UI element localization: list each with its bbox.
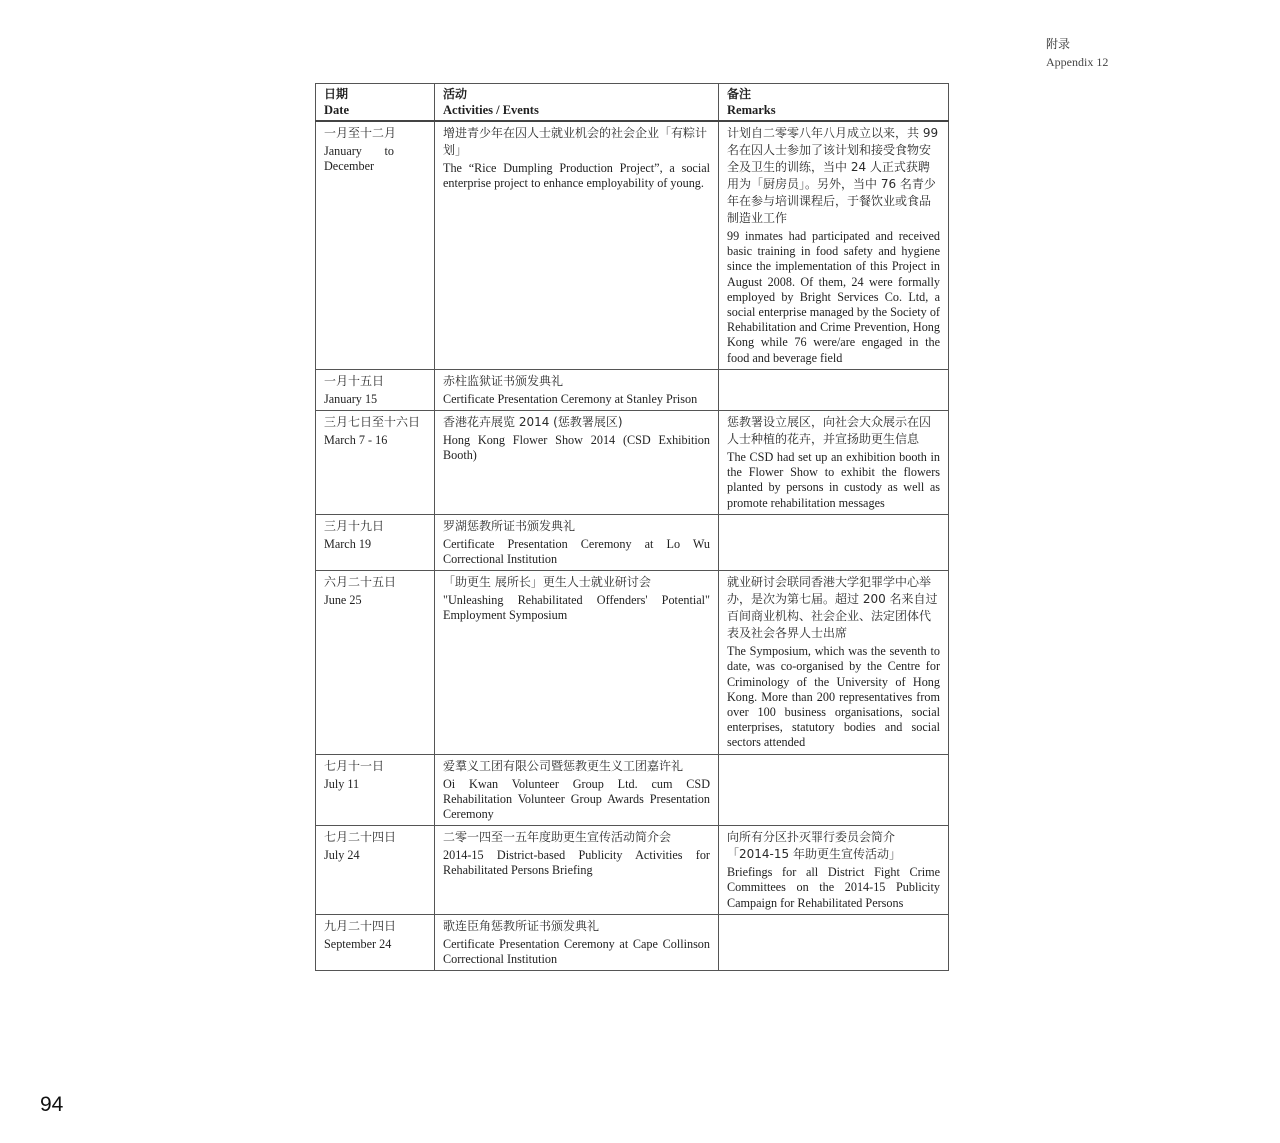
event-cell xyxy=(435,369,719,410)
header-remarks-zh: 备注 xyxy=(727,87,752,101)
table-row xyxy=(316,369,949,410)
date-zh: 一月十五日 xyxy=(324,373,385,388)
date-zh: 六月二十五日 xyxy=(324,575,397,590)
table-row xyxy=(316,411,949,515)
remarks-en: The CSD had set up an exhibition booth in the Flower Show to exhibit the flowers planted by persons in custody as well as promote rehabilitation messages xyxy=(727,450,940,510)
remarks-zh: 惩教署设立展区，向社会大众展示在囚人士种植的花卉，并宣扬助更生信息 xyxy=(727,415,932,447)
remarks-zh: 向所有分区扑灭罪行委员会简介「2014-15 年助更生宣传活动」 xyxy=(727,830,901,862)
running-head-en: Appendix 12 xyxy=(1046,55,1109,69)
event-zh: 爱羣义工团有限公司暨惩教更生义工团嘉许礼 xyxy=(443,758,684,773)
table-row xyxy=(316,514,949,570)
remarks-cell xyxy=(719,411,949,515)
header-date-zh: 日期 xyxy=(324,87,349,101)
date-zh: 一月至十二月 xyxy=(324,126,397,140)
remarks-cell xyxy=(719,754,949,826)
header-date xyxy=(316,84,435,122)
date-cell xyxy=(316,411,435,515)
remarks-en: Briefings for all District Fight Crime Committees on the 2014-15 Publicity Campaign for Rehabilitated Persons xyxy=(727,865,940,910)
date-en: January 15 xyxy=(324,391,378,406)
event-cell xyxy=(435,121,719,369)
remarks-zh: 就业研讨会联同香港大学犯罪学中心举办，是次为第七届。超过 200 名来自过百间商业机构、社会企业、法定团体代表及社会各界人士出席 xyxy=(727,575,938,641)
date-en: March 7 - 16 xyxy=(324,433,388,448)
remarks-zh: 计划自二零零八年八月成立以来，共 99 名在囚人士参加了该计划和接受食物安全及卫生的训练，当中 24 人正式获聘用为「厨房员」。另外，当中 76 名青少年在参与培训课程后，于餐饮业或食品制造业工作 xyxy=(727,126,939,225)
event-en: Oi Kwan Volunteer Group Ltd. cum CSD Rehabilitation Volunteer Group Awards Presentation Ceremony xyxy=(443,776,710,822)
date-en: September 24 xyxy=(324,936,392,951)
header-events-zh: 活动 xyxy=(443,87,468,101)
date-zh: 九月二十四日 xyxy=(324,918,397,933)
table-row xyxy=(316,571,949,754)
table-row xyxy=(316,121,949,369)
date-cell xyxy=(316,754,435,826)
date-cell xyxy=(316,826,435,915)
event-en: Certificate Presentation Ceremony at Cape Collinson Correctional Institution xyxy=(443,936,710,967)
date-cell xyxy=(316,571,435,754)
remarks-en: The Symposium, which was the seventh to date, was co-organised by the Centre for Criminology of the University of Hong Kong. More than 200 representatives from over 100 business organisations, social enterprises, statutory bodies and social sectors attended xyxy=(727,644,940,750)
event-zh: 二零一四至一五年度助更生宣传活动简介会 xyxy=(443,830,672,845)
date-cell xyxy=(316,369,435,410)
date-zh: 七月二十四日 xyxy=(324,830,397,845)
header-remarks xyxy=(719,84,949,122)
event-en: Certificate Presentation Ceremony at Lo Wu Correctional Institution xyxy=(443,536,710,567)
table-row xyxy=(316,826,949,915)
event-zh: 增进青少年在囚人士就业机会的社会企业「有粽计划」 xyxy=(443,126,708,157)
event-zh: 歌连臣角惩教所证书颁发典礼 xyxy=(443,918,600,933)
table-header-row xyxy=(316,84,949,122)
date-en: July 24 xyxy=(324,848,360,863)
event-cell xyxy=(435,914,719,970)
event-cell xyxy=(435,514,719,570)
date-cell xyxy=(316,514,435,570)
event-zh: 「助更生 展所长」更生人士就业研讨会 xyxy=(443,575,651,590)
table-row xyxy=(316,754,949,826)
event-zh: 罗湖惩教所证书颁发典礼 xyxy=(443,518,576,533)
header-events-en: Activities / Events xyxy=(443,103,539,117)
event-en: Hong Kong Flower Show 2014 (CSD Exhibition Booth) xyxy=(443,433,710,463)
date-zh: 三月七日至十六日 xyxy=(324,415,421,430)
event-en: "Unleashing Rehabilitated Offenders' Potential" Employment Symposium xyxy=(443,593,710,623)
running-head xyxy=(1046,36,1108,70)
running-head-zh: 附录 xyxy=(1046,37,1071,51)
date-cell xyxy=(316,914,435,970)
date-en: June 25 xyxy=(324,593,362,608)
event-en: Certificate Presentation Ceremony at Stanley Prison xyxy=(443,391,698,406)
event-cell xyxy=(435,411,719,515)
date-zh: 三月十九日 xyxy=(324,518,385,533)
event-cell xyxy=(435,571,719,754)
event-zh: 赤柱监狱证书颁发典礼 xyxy=(443,373,564,388)
remarks-cell xyxy=(719,571,949,754)
table-row xyxy=(316,914,949,970)
date-en: March 19 xyxy=(324,536,372,551)
header-events xyxy=(435,84,719,122)
remarks-cell xyxy=(719,121,949,369)
event-cell xyxy=(435,826,719,915)
remarks-en: 99 inmates had participated and received basic training in food safety and hygiene since the implementation of this Project in August 2008. Of them, 24 were formally employed by Bright Services Co. Ltd, a social enterprise managed by the Society of Rehabilitation and Crime Prevention, Hong Kong while 76 were/are engaged in the food and beverage field xyxy=(727,229,940,365)
date-en: July 11 xyxy=(324,776,360,791)
event-en: The “Rice Dumpling Production Project”, a social enterprise project to enhance employability of young. xyxy=(443,161,710,191)
date-en: January to December xyxy=(324,144,394,174)
header-remarks-en: Remarks xyxy=(727,103,776,117)
remarks-cell xyxy=(719,369,949,410)
page-number: 94 xyxy=(40,1093,64,1116)
remarks-cell xyxy=(719,826,949,915)
event-cell xyxy=(435,754,719,826)
event-zh: 香港花卉展览 2014 (惩教署展区) xyxy=(443,415,623,430)
date-zh: 七月十一日 xyxy=(324,758,385,773)
event-en: 2014-15 District-based Publicity Activities for Rehabilitated Persons Briefing xyxy=(443,848,710,878)
remarks-cell xyxy=(719,914,949,970)
events-table xyxy=(315,83,949,971)
date-cell xyxy=(316,121,435,369)
remarks-cell xyxy=(719,514,949,570)
header-date-en: Date xyxy=(324,103,349,117)
